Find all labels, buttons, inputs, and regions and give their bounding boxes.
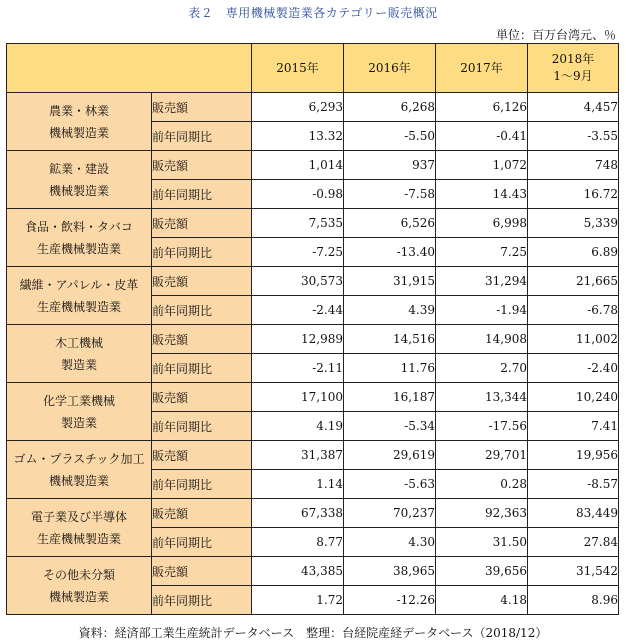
metric-sales-label: 販売額 bbox=[152, 151, 252, 180]
unit-note: 単位：百万台湾元、％ bbox=[495, 28, 616, 42]
header-2015: 2015年 bbox=[252, 44, 344, 93]
yoy-value: 13.32 bbox=[252, 122, 344, 151]
yoy-value: -2.11 bbox=[252, 354, 344, 383]
yoy-value: -8.57 bbox=[528, 470, 619, 499]
header-2017: 2017年 bbox=[436, 44, 528, 93]
table-title: 表２ 専用機械製造業各カテゴリー販売概況 bbox=[188, 6, 438, 20]
yoy-value: 4.19 bbox=[252, 412, 344, 441]
sales-value: 17,100 bbox=[252, 383, 344, 412]
sales-value: 1,072 bbox=[436, 151, 528, 180]
category-name-line2: 生産機械製造業 bbox=[36, 241, 121, 256]
category-name-line1: 化学工業機械 bbox=[42, 393, 115, 408]
category-name bbox=[7, 441, 152, 499]
yoy-value: 16.72 bbox=[528, 180, 619, 209]
yoy-value: -0.41 bbox=[436, 122, 528, 151]
sales-value: 30,573 bbox=[252, 267, 344, 296]
yoy-value: -0.98 bbox=[252, 180, 344, 209]
sales-value: 70,237 bbox=[344, 499, 436, 528]
yoy-value: -2.40 bbox=[528, 354, 619, 383]
sales-value: 12,989 bbox=[252, 325, 344, 354]
yoy-value: -1.94 bbox=[436, 296, 528, 325]
metric-sales-label: 販売額 bbox=[152, 93, 252, 122]
category-name bbox=[7, 267, 152, 325]
metric-sales-label: 販売額 bbox=[152, 557, 252, 586]
yoy-value: 8.96 bbox=[528, 586, 619, 615]
yoy-value: 1.72 bbox=[252, 586, 344, 615]
table-row bbox=[7, 267, 619, 296]
category-name-line2: 機械製造業 bbox=[48, 589, 109, 604]
header-2018 bbox=[528, 44, 619, 93]
sales-value: 31,915 bbox=[344, 267, 436, 296]
yoy-value: 7.25 bbox=[436, 238, 528, 267]
table-row bbox=[7, 325, 619, 354]
category-name-line1: 電子業及び半導体 bbox=[30, 509, 127, 524]
sales-value: 38,965 bbox=[344, 557, 436, 586]
sales-value: 6,293 bbox=[252, 93, 344, 122]
category-name-line2: 製造業 bbox=[60, 357, 97, 372]
yoy-value: 4.30 bbox=[344, 528, 436, 557]
header-2018-year: 2018年 bbox=[551, 52, 595, 66]
yoy-value: -7.25 bbox=[252, 238, 344, 267]
yoy-value: -5.50 bbox=[344, 122, 436, 151]
category-name-line2: 機械製造業 bbox=[48, 125, 109, 140]
category-name bbox=[7, 209, 152, 267]
yoy-value: -12.26 bbox=[344, 586, 436, 615]
sales-value: 16,187 bbox=[344, 383, 436, 412]
metric-yoy-label: 前年同期比 bbox=[152, 354, 252, 383]
sales-value: 1,014 bbox=[252, 151, 344, 180]
yoy-value: -2.44 bbox=[252, 296, 344, 325]
metric-yoy-label: 前年同期比 bbox=[152, 470, 252, 499]
sales-value: 19,956 bbox=[528, 441, 619, 470]
metric-sales-label: 販売額 bbox=[152, 499, 252, 528]
metric-sales-label: 販売額 bbox=[152, 209, 252, 238]
source-note: 資料：経済部工業生産統計データベース 整理：台経院産経データベース（2018/12） bbox=[78, 626, 548, 640]
sales-value: 31,387 bbox=[252, 441, 344, 470]
category-name-line1: 農業・林業 bbox=[48, 103, 109, 118]
sales-value: 748 bbox=[528, 151, 619, 180]
category-name bbox=[7, 93, 152, 151]
yoy-value: 1.14 bbox=[252, 470, 344, 499]
sales-value: 31,294 bbox=[436, 267, 528, 296]
table-row bbox=[7, 209, 619, 238]
metric-yoy-label: 前年同期比 bbox=[152, 528, 252, 557]
sales-value: 5,339 bbox=[528, 209, 619, 238]
yoy-value: 31.50 bbox=[436, 528, 528, 557]
metric-yoy-label: 前年同期比 bbox=[152, 122, 252, 151]
sales-value: 13,344 bbox=[436, 383, 528, 412]
sales-value: 21,665 bbox=[528, 267, 619, 296]
sales-value: 4,457 bbox=[528, 93, 619, 122]
sales-value: 39,656 bbox=[436, 557, 528, 586]
sales-value: 6,268 bbox=[344, 93, 436, 122]
sales-value: 92,363 bbox=[436, 499, 528, 528]
category-name bbox=[7, 557, 152, 615]
header-blank bbox=[7, 44, 252, 93]
sales-value: 937 bbox=[344, 151, 436, 180]
category-name-line1: ゴム・プラスチック加工 bbox=[13, 451, 145, 466]
category-name-line2: 生産機械製造業 bbox=[36, 299, 121, 314]
table-row bbox=[7, 557, 619, 586]
category-name-line2: 機械製造業 bbox=[48, 473, 109, 488]
sales-table bbox=[6, 43, 619, 615]
category-name-line1: 木工機械 bbox=[54, 335, 103, 350]
sales-value: 6,126 bbox=[436, 93, 528, 122]
metric-yoy-label: 前年同期比 bbox=[152, 412, 252, 441]
yoy-value: -5.63 bbox=[344, 470, 436, 499]
category-name bbox=[7, 499, 152, 557]
sales-value: 6,526 bbox=[344, 209, 436, 238]
category-name-line2: 機械製造業 bbox=[48, 183, 109, 198]
header-2016: 2016年 bbox=[344, 44, 436, 93]
yoy-value: 6.89 bbox=[528, 238, 619, 267]
category-name-line1: 食品・飲料・タバコ bbox=[25, 219, 133, 234]
metric-yoy-label: 前年同期比 bbox=[152, 296, 252, 325]
yoy-value: 14.43 bbox=[436, 180, 528, 209]
sales-value: 11,002 bbox=[528, 325, 619, 354]
sales-value: 31,542 bbox=[528, 557, 619, 586]
category-name-line1: その他未分類 bbox=[42, 567, 115, 582]
sales-value: 14,516 bbox=[344, 325, 436, 354]
yoy-value: 4.18 bbox=[436, 586, 528, 615]
table-row bbox=[7, 93, 619, 122]
sales-value: 29,619 bbox=[344, 441, 436, 470]
table-row bbox=[7, 499, 619, 528]
metric-sales-label: 販売額 bbox=[152, 383, 252, 412]
sales-value: 43,385 bbox=[252, 557, 344, 586]
yoy-value: -6.78 bbox=[528, 296, 619, 325]
yoy-value: -5.34 bbox=[344, 412, 436, 441]
category-name-line1: 鉱業・建設 bbox=[48, 161, 109, 176]
yoy-value: -17.56 bbox=[436, 412, 528, 441]
category-name-line2: 生産機械製造業 bbox=[36, 531, 121, 546]
sales-value: 14,908 bbox=[436, 325, 528, 354]
header-row bbox=[7, 44, 619, 93]
table-row bbox=[7, 383, 619, 412]
header-2018-period: 1～9月 bbox=[553, 69, 593, 83]
sales-value: 6,998 bbox=[436, 209, 528, 238]
category-name-line1: 繊維・アパレル・皮革 bbox=[19, 277, 139, 292]
yoy-value: 7.41 bbox=[528, 412, 619, 441]
category-name bbox=[7, 325, 152, 383]
yoy-value: 0.28 bbox=[436, 470, 528, 499]
category-name bbox=[7, 151, 152, 209]
yoy-value: -13.40 bbox=[344, 238, 436, 267]
category-name bbox=[7, 383, 152, 441]
yoy-value: 4.39 bbox=[344, 296, 436, 325]
sales-value: 29,701 bbox=[436, 441, 528, 470]
yoy-value: 8.77 bbox=[252, 528, 344, 557]
sales-value: 83,449 bbox=[528, 499, 619, 528]
table-row bbox=[7, 151, 619, 180]
yoy-value: 2.70 bbox=[436, 354, 528, 383]
yoy-value: 11.76 bbox=[344, 354, 436, 383]
metric-sales-label: 販売額 bbox=[152, 267, 252, 296]
sales-value: 7,535 bbox=[252, 209, 344, 238]
table-body bbox=[7, 93, 619, 615]
yoy-value: 27.84 bbox=[528, 528, 619, 557]
sales-value: 10,240 bbox=[528, 383, 619, 412]
metric-sales-label: 販売額 bbox=[152, 441, 252, 470]
metric-sales-label: 販売額 bbox=[152, 325, 252, 354]
yoy-value: -3.55 bbox=[528, 122, 619, 151]
table-row bbox=[7, 441, 619, 470]
metric-yoy-label: 前年同期比 bbox=[152, 238, 252, 267]
metric-yoy-label: 前年同期比 bbox=[152, 586, 252, 615]
sales-value: 67,338 bbox=[252, 499, 344, 528]
category-name-line2: 製造業 bbox=[60, 415, 97, 430]
yoy-value: -7.58 bbox=[344, 180, 436, 209]
metric-yoy-label: 前年同期比 bbox=[152, 180, 252, 209]
